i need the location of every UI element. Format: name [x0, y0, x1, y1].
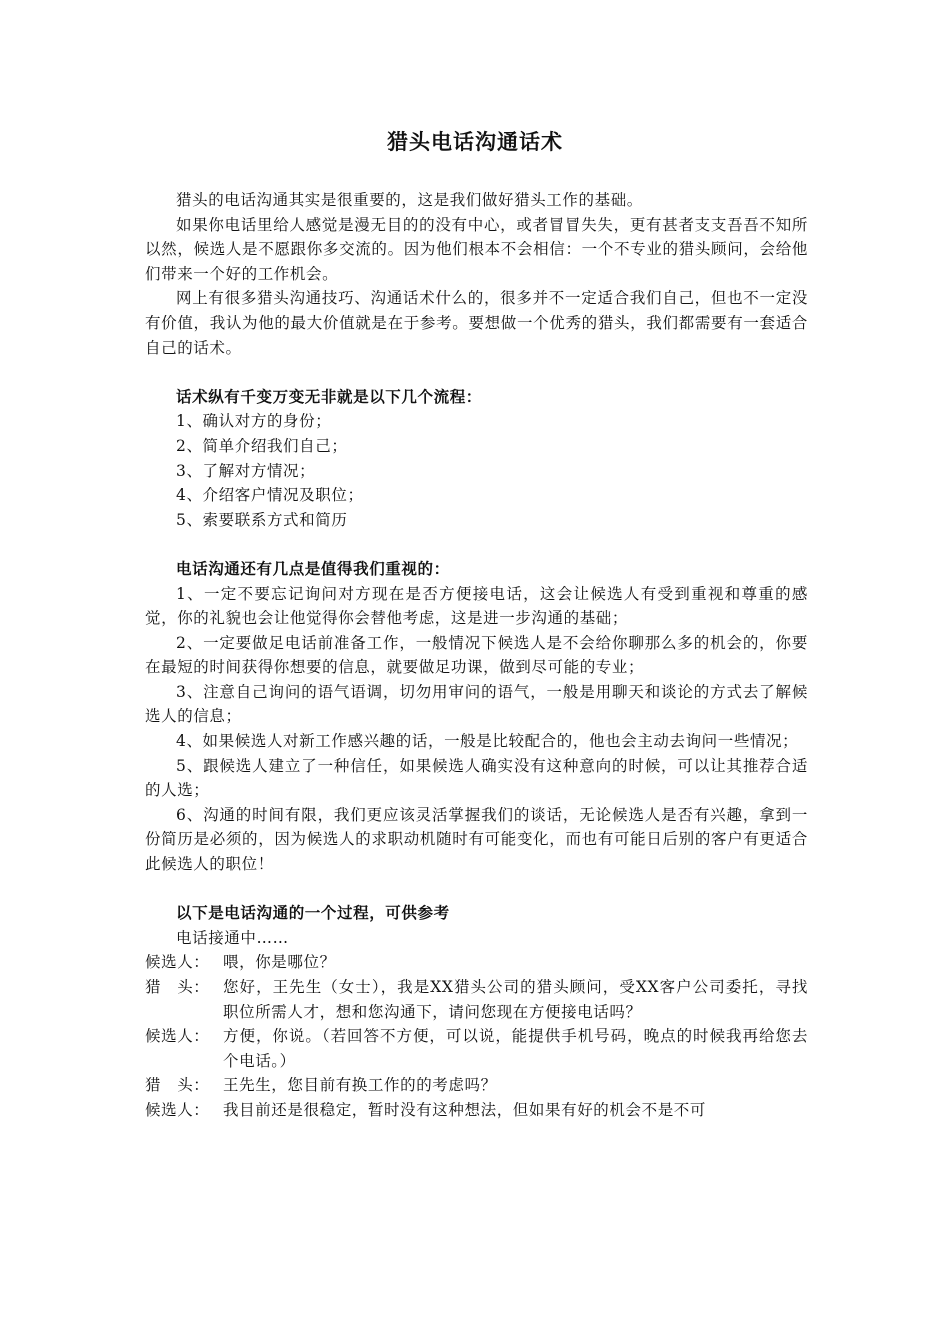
point-item: 6、沟通的时间有限，我们更应该灵活掌握我们的谈话，无论候选人是否有兴趣，拿到一份简历是必须的，因为候选人的求职动机随时有可能变化，而也有可能日后别的客户有更适合此候选人的职位！: [145, 805, 808, 874]
dialogue-speaker: 猎 头：: [145, 978, 210, 996]
point-item: 1、一定不要忘记询问对方现在是否方便接电话，这会让候选人有受到重视和尊重的感觉，你的礼貌也会让他觉得你会替他考虑，这是进一步沟通的基础；: [145, 584, 808, 628]
dialogue-line: [145, 1024, 808, 1073]
dialogue-connecting: 电话接通中……: [176, 928, 289, 947]
process-item: 3、了解对方情况；: [176, 461, 316, 480]
dialogue-line: [145, 1098, 808, 1123]
points-heading: 电话沟通还有几点是值得我们重视的：: [176, 558, 450, 578]
spacer: [145, 360, 808, 385]
dialogue-text: 王先生，您目前有换工作的的考虑吗？: [223, 1076, 497, 1095]
process-item: 1、确认对方的身份；: [176, 412, 332, 431]
document-body: [145, 188, 808, 1123]
dialogue-line: [145, 950, 808, 975]
dialogue-heading: 以下是电话沟通的一个过程，可供参考: [176, 903, 450, 923]
dialogue-text: 方便，你说。（若回答不方便，可以说，能提供手机号码，晚点的时候我再给您去个电话。）: [223, 1027, 808, 1070]
process-heading: 话术纵有千变万变无非就是以下几个流程：: [176, 386, 482, 406]
spacer: [145, 532, 808, 557]
spacer: [145, 877, 808, 902]
document-title: 猎头电话沟通话术: [387, 130, 563, 154]
point-item: 5、跟候选人建立了一种信任，如果候选人确实没有这种意向的时候，可以让其推荐合适的人选；: [145, 756, 808, 800]
dialogue-speaker: 猎 头：: [145, 1076, 210, 1095]
point-item: 2、一定要做足电话前准备工作，一般情况下候选人是不会给你聊那么多的机会的，你要在最短的时间获得你想要的信息，就要做足功课，做到尽可能的专业；: [145, 633, 808, 677]
dialogue-speaker: 候选人：: [145, 953, 210, 972]
dialogue-speaker: 候选人：: [145, 1027, 210, 1046]
point-item: 4、如果候选人对新工作感兴趣的话，一般是比较配合的，他也会主动去询问一些情况；: [176, 732, 799, 751]
intro-paragraph: 网上有很多猎头沟通技巧、沟通话术什么的，很多并不一定适合我们自己，但也不一定没有价值，我认为他的最大价值就是在于参考。要想做一个优秀的猎头，我们都需要有一套适合自己的话术。: [145, 289, 808, 357]
process-item: 5、索要联系方式和简历: [176, 510, 348, 529]
process-item: 4、介绍客户情况及职位；: [176, 486, 364, 505]
point-item: 3、注意自己询问的语气语调，切勿用审问的语气，一般是用聊天和谈论的方式去了解候选人的信息；: [145, 682, 808, 726]
intro-paragraph: 如果你电话里给人感觉是漫无目的的没有中心，或者冒冒失失，更有甚者支支吾吾不知所以然，候选人是不愿跟你多交流的。因为他们根本不会相信：一个不专业的猎头顾问，会给他们带来一个好的工作机会。: [145, 215, 808, 283]
dialogue-text: 我目前还是很稳定，暂时没有这种想法，但如果有好的机会不是不可: [223, 1100, 707, 1119]
process-item: 2、简单介绍我们自己；: [176, 436, 348, 455]
dialogue-line: [145, 975, 808, 1024]
dialogue-speaker: 候选人：: [145, 1100, 210, 1119]
intro-paragraph: 猎头的电话沟通其实是很重要的，这是我们做好猎头工作的基础。: [176, 191, 643, 209]
dialogue-line: [145, 1073, 808, 1098]
dialogue-text: 喂，你是哪位？: [223, 953, 336, 972]
dialogue-text: 您好，王先生（女士），我是XX猎头公司的猎头顾问，受XX客户公司委托，寻找职位所需人才，想和您沟通下，请问您现在方便接电话吗？: [223, 978, 808, 1021]
